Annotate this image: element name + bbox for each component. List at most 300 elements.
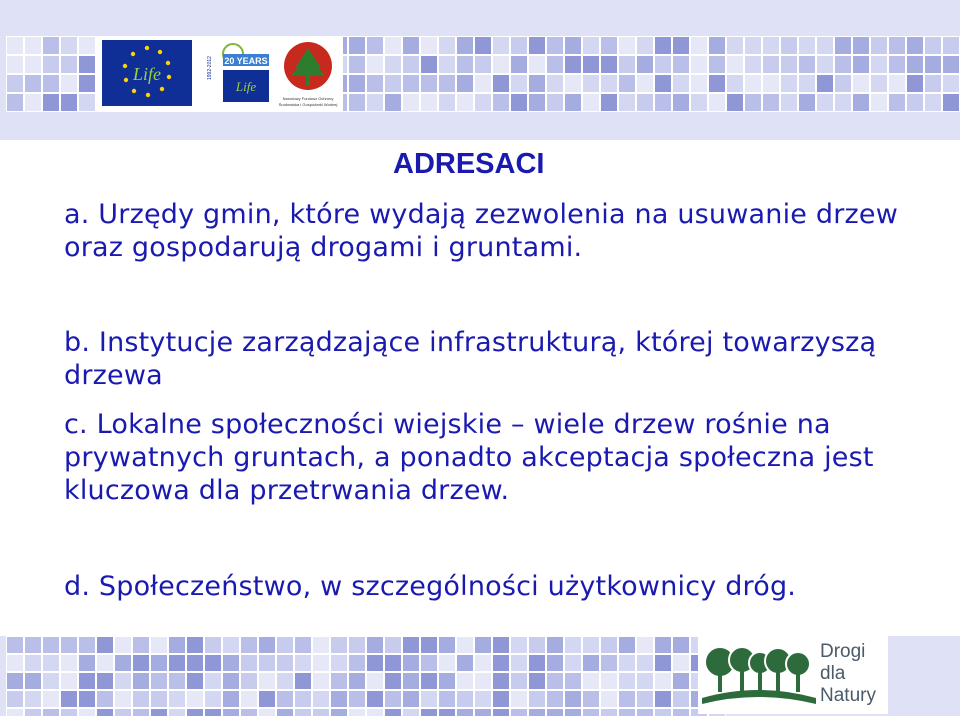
mosaic-tile xyxy=(456,708,474,716)
mosaic-tile xyxy=(294,672,312,690)
mosaic-tile xyxy=(258,654,276,672)
mosaic-tile xyxy=(348,672,366,690)
mosaic-tile xyxy=(600,74,618,93)
mosaic-tile xyxy=(348,654,366,672)
mosaic-tile xyxy=(78,636,96,654)
mosaic-tile xyxy=(690,74,708,93)
mosaic-tile xyxy=(474,672,492,690)
mosaic-tile xyxy=(456,55,474,74)
mosaic-tile xyxy=(564,708,582,716)
mosaic-tile xyxy=(618,654,636,672)
mosaic-tile xyxy=(780,93,798,112)
mosaic-tile xyxy=(6,36,24,55)
mosaic-tile xyxy=(168,672,186,690)
mosaic-tile xyxy=(618,74,636,93)
brand-line-2: dla xyxy=(820,663,846,684)
mosaic-tile xyxy=(510,36,528,55)
mosaic-tile xyxy=(384,690,402,708)
mosaic-tile xyxy=(96,708,114,716)
mosaic-tile xyxy=(204,708,222,716)
mosaic-tile xyxy=(816,93,834,112)
mosaic-tile xyxy=(132,672,150,690)
mosaic-tile xyxy=(78,690,96,708)
mosaic-tile xyxy=(582,708,600,716)
mosaic-tile xyxy=(402,74,420,93)
mosaic-tile xyxy=(528,74,546,93)
mosaic-tile xyxy=(564,690,582,708)
mosaic-tile xyxy=(564,93,582,112)
mosaic-tile xyxy=(258,636,276,654)
mosaic-tile xyxy=(636,55,654,74)
mosaic-tile xyxy=(456,36,474,55)
mosaic-tile xyxy=(456,690,474,708)
mosaic-tile xyxy=(420,636,438,654)
mosaic-tile xyxy=(600,93,618,112)
mosaic-tile xyxy=(474,74,492,93)
mosaic-tile xyxy=(834,93,852,112)
mosaic-tile xyxy=(366,690,384,708)
mosaic-tile xyxy=(654,708,672,716)
mosaic-tile xyxy=(834,55,852,74)
mosaic-tile xyxy=(366,36,384,55)
mosaic-tile xyxy=(636,654,654,672)
mosaic-tile xyxy=(60,93,78,112)
list-item-a: a. Urzędy gmin, które wydają zezwolenia na usuwanie drzew oraz gospodarują drogami i gruntami. xyxy=(64,199,898,263)
mosaic-tile xyxy=(348,690,366,708)
mosaic-tile xyxy=(510,672,528,690)
mosaic-tile xyxy=(96,654,114,672)
mosaic-tile xyxy=(600,654,618,672)
mosaic-tile xyxy=(492,654,510,672)
mosaic-tile xyxy=(96,672,114,690)
mosaic-tile xyxy=(798,93,816,112)
mosaic-tile xyxy=(42,93,60,112)
mosaic-tile xyxy=(438,55,456,74)
mosaic-tile xyxy=(690,36,708,55)
mosaic-tile xyxy=(456,636,474,654)
mosaic-tile xyxy=(924,36,942,55)
mosaic-tile xyxy=(618,672,636,690)
mosaic-tile xyxy=(870,74,888,93)
mosaic-tile xyxy=(78,74,96,93)
mosaic-tile xyxy=(852,93,870,112)
mosaic-tile xyxy=(618,55,636,74)
mosaic-tile xyxy=(672,55,690,74)
mosaic-tile xyxy=(294,654,312,672)
mosaic-tile xyxy=(546,93,564,112)
mosaic-tile xyxy=(636,690,654,708)
mosaic-tile xyxy=(78,93,96,112)
mosaic-tile xyxy=(546,708,564,716)
brand-text xyxy=(820,641,876,707)
mosaic-tile xyxy=(564,74,582,93)
mosaic-tile xyxy=(942,36,960,55)
mosaic-tile xyxy=(744,36,762,55)
mosaic-tile xyxy=(60,690,78,708)
mosaic-tile xyxy=(78,654,96,672)
mosaic-tile xyxy=(564,672,582,690)
mosaic-tile xyxy=(528,636,546,654)
mosaic-tile xyxy=(510,690,528,708)
mosaic-tile xyxy=(528,690,546,708)
mosaic-tile xyxy=(312,654,330,672)
nfos-logo xyxy=(277,40,339,110)
mosaic-tile xyxy=(816,36,834,55)
mosaic-tile xyxy=(42,55,60,74)
mosaic-tile xyxy=(24,636,42,654)
mosaic-tile xyxy=(366,636,384,654)
mosaic-tile xyxy=(294,636,312,654)
mosaic-tile xyxy=(924,55,942,74)
mosaic-tile xyxy=(618,636,636,654)
mosaic-tile xyxy=(564,55,582,74)
list-item-d: d. Społeczeństwo, w szczególności użytkownicy dróg. xyxy=(64,571,797,602)
mosaic-tile xyxy=(690,93,708,112)
mosaic-tile xyxy=(780,74,798,93)
mosaic-tile xyxy=(348,636,366,654)
slide-title: ADRESACI xyxy=(393,148,545,180)
mosaic-tile xyxy=(474,36,492,55)
mosaic-tile xyxy=(870,55,888,74)
mosaic-tile xyxy=(24,690,42,708)
mosaic-tile xyxy=(60,74,78,93)
mosaic-tile xyxy=(708,36,726,55)
mosaic-tile xyxy=(204,654,222,672)
mosaic-tile xyxy=(222,636,240,654)
mosaic-tile xyxy=(276,708,294,716)
mosaic-tile xyxy=(42,36,60,55)
mosaic-tile xyxy=(6,55,24,74)
mosaic-tile xyxy=(582,74,600,93)
mosaic-tile xyxy=(798,36,816,55)
mosaic-tile xyxy=(528,708,546,716)
mosaic-tile xyxy=(114,654,132,672)
mosaic-tile xyxy=(456,654,474,672)
mosaic-tile xyxy=(636,74,654,93)
mosaic-tile xyxy=(276,690,294,708)
mosaic-tile xyxy=(96,636,114,654)
mosaic-tile xyxy=(402,36,420,55)
mosaic-tile xyxy=(60,636,78,654)
mosaic-tile xyxy=(546,654,564,672)
mosaic-tile xyxy=(402,654,420,672)
mosaic-tile xyxy=(6,93,24,112)
mosaic-tile xyxy=(582,36,600,55)
mosaic-tile xyxy=(258,708,276,716)
mosaic-tile xyxy=(492,55,510,74)
mosaic-tile xyxy=(384,74,402,93)
mosaic-tile xyxy=(240,654,258,672)
mosaic-tile xyxy=(528,55,546,74)
mosaic-tile xyxy=(438,654,456,672)
mosaic-tile xyxy=(744,93,762,112)
mosaic-tile xyxy=(474,93,492,112)
mosaic-tile xyxy=(168,708,186,716)
mosaic-tile xyxy=(312,636,330,654)
mosaic-tile xyxy=(240,708,258,716)
mosaic-tile xyxy=(474,654,492,672)
mosaic-tile xyxy=(474,636,492,654)
mosaic-tile xyxy=(456,93,474,112)
mosaic-tile xyxy=(366,672,384,690)
mosaic-tile xyxy=(186,672,204,690)
mosaic-tile xyxy=(654,55,672,74)
mosaic-tile xyxy=(168,654,186,672)
mosaic-tile xyxy=(582,654,600,672)
mosaic-tile xyxy=(330,636,348,654)
mosaic-tile xyxy=(618,93,636,112)
mosaic-tile xyxy=(726,93,744,112)
mosaic-tile xyxy=(438,672,456,690)
mosaic-tile xyxy=(654,636,672,654)
mosaic-tile xyxy=(546,672,564,690)
mosaic-tile xyxy=(672,636,690,654)
mosaic-tile xyxy=(798,55,816,74)
mosaic-tile xyxy=(870,93,888,112)
mosaic-tile xyxy=(870,36,888,55)
svg-text:Life: Life xyxy=(132,64,162,84)
mosaic-tile xyxy=(636,93,654,112)
mosaic-tile xyxy=(420,690,438,708)
mosaic-tile xyxy=(582,636,600,654)
mosaic-tile xyxy=(204,636,222,654)
mosaic-tile xyxy=(132,690,150,708)
mosaic-tile xyxy=(420,654,438,672)
mosaic-tile xyxy=(384,708,402,716)
mosaic-tile xyxy=(204,672,222,690)
mosaic-tile xyxy=(438,74,456,93)
mosaic-tile xyxy=(24,74,42,93)
mosaic-tile xyxy=(312,690,330,708)
mosaic-tile xyxy=(492,708,510,716)
mosaic-tile xyxy=(222,672,240,690)
mosaic-tile xyxy=(150,654,168,672)
mosaic-tile xyxy=(438,93,456,112)
mosaic-tile xyxy=(654,690,672,708)
mosaic-tile xyxy=(24,654,42,672)
mosaic-tile xyxy=(492,690,510,708)
mosaic-tile xyxy=(510,93,528,112)
mosaic-tile xyxy=(906,55,924,74)
mosaic-tile xyxy=(402,93,420,112)
mosaic-tile xyxy=(888,36,906,55)
mosaic-tile xyxy=(114,708,132,716)
mosaic-tile xyxy=(240,690,258,708)
mosaic-tile xyxy=(420,708,438,716)
mosaic-tile xyxy=(942,55,960,74)
brand-line-1: Drogi xyxy=(820,641,866,662)
mosaic-tile xyxy=(564,636,582,654)
mosaic-tile xyxy=(708,74,726,93)
mosaic-tile xyxy=(528,672,546,690)
mosaic-tile xyxy=(528,93,546,112)
mosaic-tile xyxy=(780,55,798,74)
mosaic-tile xyxy=(384,36,402,55)
mosaic-tile xyxy=(852,74,870,93)
mosaic-tile xyxy=(420,74,438,93)
mosaic-tile xyxy=(78,708,96,716)
mosaic-tile xyxy=(546,690,564,708)
mosaic-tile xyxy=(78,55,96,74)
mosaic-tile xyxy=(942,93,960,112)
mosaic-tile xyxy=(258,672,276,690)
mosaic-tile xyxy=(780,36,798,55)
mosaic-tile xyxy=(852,36,870,55)
mosaic-tile xyxy=(726,36,744,55)
mosaic-tile xyxy=(600,55,618,74)
mosaic-tile xyxy=(60,654,78,672)
mosaic-tile xyxy=(636,636,654,654)
mosaic-tile xyxy=(384,672,402,690)
mosaic-tile xyxy=(24,55,42,74)
mosaic-tile xyxy=(312,708,330,716)
mosaic-tile xyxy=(744,74,762,93)
mosaic-tile xyxy=(240,672,258,690)
mosaic-tile xyxy=(60,55,78,74)
mosaic-tile xyxy=(186,708,204,716)
mosaic-tile xyxy=(6,654,24,672)
mosaic-tile xyxy=(6,672,24,690)
mosaic-tile xyxy=(114,672,132,690)
mosaic-tile xyxy=(816,74,834,93)
mosaic-tile xyxy=(330,672,348,690)
mosaic-tile xyxy=(348,93,366,112)
mosaic-tile xyxy=(294,708,312,716)
mosaic-tile xyxy=(654,672,672,690)
mosaic-tile xyxy=(672,672,690,690)
mosaic-tile xyxy=(24,93,42,112)
mosaic-tile xyxy=(186,654,204,672)
mosaic-tile xyxy=(690,55,708,74)
mosaic-tile xyxy=(384,55,402,74)
mosaic-tile xyxy=(546,636,564,654)
mosaic-tile xyxy=(582,55,600,74)
mosaic-tile xyxy=(546,55,564,74)
list-item-b: b. Instytucje zarządzające infrastrukturą, której towarzyszą drzewa xyxy=(64,327,877,391)
mosaic-tile xyxy=(762,74,780,93)
mosaic-tile xyxy=(366,708,384,716)
mosaic-tile xyxy=(60,708,78,716)
mosaic-tile xyxy=(654,654,672,672)
mosaic-tile xyxy=(6,690,24,708)
mosaic-tile xyxy=(420,55,438,74)
mosaic-tile xyxy=(672,708,690,716)
mosaic-tile xyxy=(600,672,618,690)
mosaic-tile xyxy=(420,36,438,55)
mosaic-tile xyxy=(834,36,852,55)
mosaic-tile xyxy=(600,636,618,654)
mosaic-tile xyxy=(762,36,780,55)
mosaic-tile xyxy=(168,636,186,654)
mosaic-tile xyxy=(42,672,60,690)
mosaic-tile xyxy=(222,654,240,672)
trees-icon xyxy=(698,636,818,714)
mosaic-tile xyxy=(762,93,780,112)
mosaic-tile xyxy=(582,672,600,690)
mosaic-tile xyxy=(438,36,456,55)
svg-text:Life: Life xyxy=(235,79,257,94)
mosaic-tile xyxy=(888,74,906,93)
mosaic-tile xyxy=(330,654,348,672)
drogi-dla-natury-logo xyxy=(698,636,888,714)
mosaic-tile xyxy=(132,654,150,672)
mosaic-tile xyxy=(276,636,294,654)
mosaic-tile xyxy=(726,74,744,93)
mosaic-tile xyxy=(672,74,690,93)
mosaic-tile xyxy=(168,690,186,708)
mosaic-tile xyxy=(618,690,636,708)
mosaic-tile xyxy=(942,74,960,93)
mosaic-tile xyxy=(132,636,150,654)
mosaic-tile xyxy=(708,55,726,74)
mosaic-tile xyxy=(150,672,168,690)
mosaic-tile xyxy=(348,708,366,716)
mosaic-tile xyxy=(366,55,384,74)
mosaic-tile xyxy=(636,708,654,716)
mosaic-tile xyxy=(402,672,420,690)
mosaic-tile xyxy=(42,690,60,708)
mosaic-tile xyxy=(510,636,528,654)
mosaic-tile xyxy=(42,74,60,93)
mosaic-tile xyxy=(492,93,510,112)
mosaic-tile xyxy=(42,636,60,654)
mosaic-tile xyxy=(222,690,240,708)
mosaic-tile xyxy=(492,36,510,55)
mosaic-tile xyxy=(672,93,690,112)
mosaic-tile xyxy=(798,74,816,93)
mosaic-tile xyxy=(654,74,672,93)
mosaic-tile xyxy=(294,690,312,708)
mosaic-tile xyxy=(96,690,114,708)
mosaic-tile xyxy=(474,55,492,74)
mosaic-tile xyxy=(348,55,366,74)
mosaic-tile xyxy=(384,654,402,672)
mosaic-tile xyxy=(636,672,654,690)
mosaic-tile xyxy=(438,690,456,708)
mosaic-tile xyxy=(708,93,726,112)
mosaic-tile xyxy=(888,55,906,74)
mosaic-tile xyxy=(654,36,672,55)
mosaic-tile xyxy=(672,690,690,708)
mosaic-tile xyxy=(564,36,582,55)
mosaic-tile xyxy=(312,672,330,690)
mosaic-tile xyxy=(402,636,420,654)
mosaic-tile xyxy=(6,74,24,93)
mosaic-tile xyxy=(42,708,60,716)
mosaic-tile xyxy=(600,36,618,55)
mosaic-tile xyxy=(528,36,546,55)
mosaic-tile xyxy=(384,93,402,112)
mosaic-tile xyxy=(672,36,690,55)
mosaic-tile xyxy=(402,708,420,716)
mosaic-tile xyxy=(546,36,564,55)
mosaic-tile xyxy=(276,672,294,690)
mosaic-tile xyxy=(582,93,600,112)
mosaic-tile xyxy=(402,690,420,708)
mosaic-tile xyxy=(78,36,96,55)
mosaic-tile xyxy=(672,654,690,672)
mosaic-tile xyxy=(600,708,618,716)
mosaic-tile xyxy=(726,55,744,74)
mosaic-tile xyxy=(888,93,906,112)
mosaic-tile xyxy=(78,672,96,690)
mosaic-tile xyxy=(258,690,276,708)
life-logo xyxy=(102,40,192,106)
mosaic-tile xyxy=(150,708,168,716)
mosaic-tile xyxy=(276,654,294,672)
mosaic-tile xyxy=(438,708,456,716)
mosaic-tile xyxy=(348,36,366,55)
